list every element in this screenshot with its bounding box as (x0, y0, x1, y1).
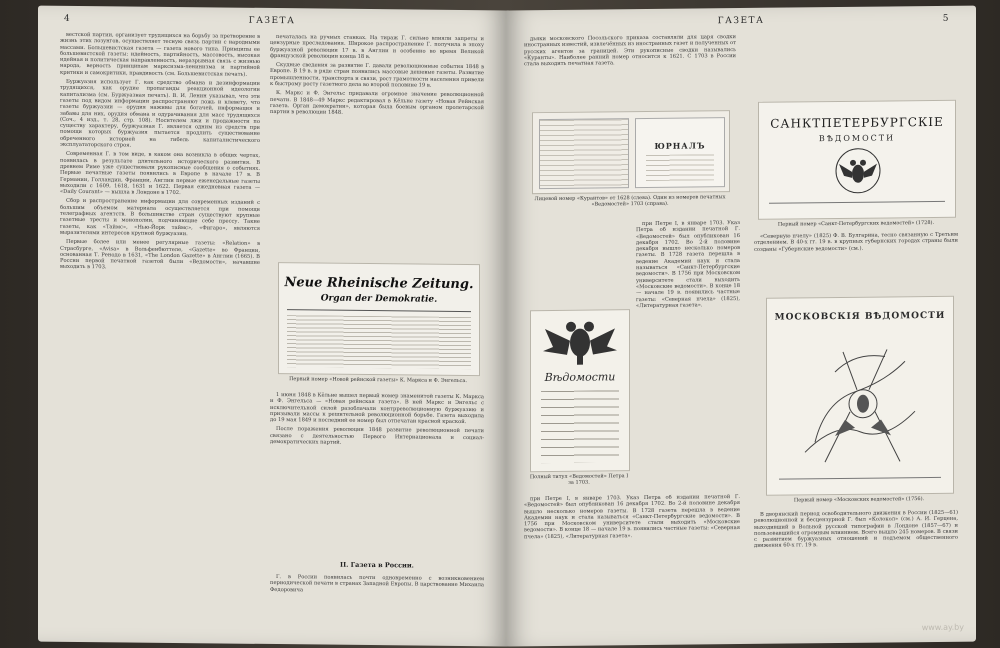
figure-text-block (541, 390, 619, 463)
figure-title: Вѣдомости (544, 370, 616, 385)
page-text-block (646, 154, 714, 181)
paragraph: Сбор и распространение информации для современных изданий с большим объемом материала осуществляется при помощи телеграфных агентств. В большинстве стран существуют крупные газетные тресты и монополии, подчиняющие себе прессу. Такие газеты, как «Таймс», «Нью-Йорк таймс», «Фигаро», являются выразителями интересов крупной буржуазии. (60, 198, 260, 238)
page-heading: ЮРНАЛЪ (654, 140, 706, 151)
allegorical-engraving-icon (795, 331, 925, 472)
divider (287, 309, 471, 312)
right-column-1-top (524, 34, 736, 108)
paragraph: «Северную пчелу» (1825) Ф. В. Булгарина, тесно связанную с Третьим отделением. В 40-х гг. 19 в. в крупных губернских городах страны были созданы «Губернские ведомости» (см.). (754, 231, 958, 253)
paragraph: Г. в России появилась почти одновременно с возникновением периодической печати в странах Западной Европы. В царствование Михаила Федоровича (270, 574, 484, 593)
right-page (506, 6, 976, 647)
paragraph: вестской партии, организует трудящихся на борьбу за претворение в жизнь этих лозунгов, осуществляет тесную связь партии с народными массами. Большевистская газета — газета нового типа. Принципы ее большевистской газеты: идейность, партийность, массовость, высокая идейная и политическая направленность, неразрывная связь с жизнью народа, верность принципам марксизма-ленинизма и партийной критики и самокритики, правдивость (см. Большевистская печать). (60, 31, 260, 78)
paragraph: Современная Г. в том виде, в каком она возникла в общих чертах, появилась в результате длительного исторического развития. В древнем Риме уже существовали рукописные сообщения о событиях. Первые печатные газеты появились в Европе в начале 17 в. В Германии, Голландии, Франции, Англии первые еженедельные газеты выходили с 1609, 1618, 1631 и 1622. Первая ежедневная газета — «Daily Courant» — вышла в Лондоне в 1702. (60, 151, 260, 197)
figure-caption: Первый номер «Московских ведомостей» (1756). (793, 496, 925, 504)
figure-caption: Полный титул «Ведомостей» Петра I за 1703. (529, 473, 629, 486)
right-column-2-bottom (754, 510, 958, 636)
figure-masthead: МОСКОВСКIЯ ВѢДОМОСТИ (774, 310, 946, 323)
right-running-title: ГАЗЕТА (717, 15, 765, 27)
moskovskie-vedomosti-figure (766, 296, 954, 496)
paragraph: Скудные сведения за развитие Г. давали революционные события 1848 в Европе. В 19 в. в ряде стран появились массовые дешевые газеты. Развитие промышленности, транспорта и связи, рост грамотности населения привели к быстрому росту газетного дела во второй половине 19 в. (270, 62, 484, 89)
paragraph: дьяки московского Посольского приказа составляли для царя сводки иностранных известий, извлечённых из иностранных газет и полученных от русских агентов за границей. Эти рукописные сводки назывались «Куранты». Наиболее ранний номер относится к 1621. С 1703 в России стала выходить печатная газета. (524, 34, 736, 68)
figure-caption: Первый номер «Санкт-Петербургских ведомостей» (1728). (777, 219, 935, 228)
figure-subtitle: ВѢДОМОСТИ (818, 133, 896, 144)
right-column-2-top (754, 232, 958, 294)
right-column-1-bottom (524, 494, 740, 636)
paragraph: 1 июня 1848 в Кёльне вышел первый номер знаменитой газеты К. Маркса и Ф. Энгельса — «Новая рейнская газета». В ней Маркс и Энгельс с исключительной силой разоблачали контрреволюционную буржуазию и призывали массы к решительной революционной борьбе. Газета выходила до 19 мая 1849 и последний ее номер был отпечатан красной краской. (270, 392, 484, 426)
figure-caption: Лицевой номер «Курантов» от 1628 (слева). Один из номеров печатных «Ведомостей» 1703 (справа). (534, 194, 726, 208)
left-column-2-middle (270, 392, 484, 554)
figure-subtitle: Organ der Demokratie. (320, 293, 438, 305)
paragraph: при Петре I, в январе 1703. Указ Петра об издании печатной Г. «Ведомостей» был опубликован 16 декабря 1702. Во 2-й половине декабря вышло несколько номеров газеты. В 1728 газета перешла в ведение Академии наук и стала называться «Санкт-Петербургские ведомости». В 1756 при Московском университете стали выходить «Московские ведомости». В конце 18 — начале 19 в. появились частные газеты: «Северная пчела» (1825), «Литературная газета». (524, 494, 740, 541)
left-column-2-bottom (270, 574, 484, 632)
figure-text-block (287, 315, 471, 369)
manuscript-page (539, 118, 629, 189)
right-column-1-middle (636, 220, 740, 491)
spb-vedomosti-figure (758, 100, 956, 220)
vedomosti-1703-figure (530, 309, 630, 472)
figure-caption: Первый номер «Новой рейнской газеты» К. Маркса и Ф. Энгельса. (289, 376, 467, 385)
right-page-number: 5 (942, 13, 950, 24)
right-running-head (506, 14, 976, 33)
divider (769, 201, 945, 204)
divider (779, 477, 941, 480)
neue-rheinische-zeitung-figure (278, 262, 480, 376)
left-column-1 (60, 32, 260, 634)
paragraph: печаталась на ручных станках. На тираж Г. сильно влияли запреты и цензурные преследования. Широкое распространение Г. получила в эпоху буржуазной революции 17 в. в Англии и особенно во время Великой французской революции конца 18 в. (270, 34, 484, 60)
paragraph: В дворянский период освободительного движения в России (1825—61) революционной и бесцензурной Г. был «Колокол» (см.) А. И. Герцена, выходивший в Вольной русской типографии в Лондоне (1857—67) и пользовавшийся огромным влиянием. Всего вышло 245 номеров. В связи с развитием буржуазных отношений и подъемом общественного движения 60-х гг. 19 в. (754, 509, 958, 550)
printed-page (635, 117, 725, 188)
left-column-2-top (270, 34, 484, 258)
left-page-number: 4 (64, 13, 72, 24)
paragraph: Первые более или менее регулярные газеты: «Relation» в Страсбурге, «Avisa» в Вольфенбюттеле, «Gazette» во Франции, основанная Т. Ренодо в 1631, «The London Gazette» в Англии (1665). В России первой печатной газетой были «Ведомости», начавшие выходить в 1703. (60, 239, 260, 271)
double-headed-eagle-icon (531, 310, 629, 371)
figure-masthead: САНКТПЕТЕРБУРГСКIЕ (770, 114, 944, 131)
kuranty-figure (532, 110, 730, 194)
left-page (38, 6, 506, 647)
section-heading: II. Газета в России. (340, 560, 414, 570)
paragraph: После поражения революции 1848 развитие революционной печати связано с деятельностью Первого Интернационала и социал-демократических партий. (270, 426, 484, 446)
paragraph: Буржуазия использует Г. как средство обмана и дезинформации трудящихся, как орудие пропаганды реакционной идеологии капитализма (см. Буржуазная печать). В. И. Ленин указывал, что эти газеты под видом информации распространяют ложь и клевету, что газеты буржуазии — орудия наживы для богачей, информация и забавы для них, орудия обмана и одурачивания для масс трудящихся (Соч., 4 изд., т. 28, стр. 108). Носителем лжи и продажности по существу характеру, буржуазная Г. является одним из средств при помощи которых буржуазия пытается продлить существование обреченного историей на гибель капиталистического эксплуататорского строя. (60, 78, 260, 149)
eagle-emblem-icon (833, 146, 883, 197)
left-running-head (38, 14, 506, 33)
paragraph: К. Маркс и Ф. Энгельс придавали огромное значение революционной печати. В 1848—49 Маркс редактировал в Кёльне газету «Новая Рейнская газета. Орган демократии», которая была боевым органом пролетарской партии в революции 1848. (270, 90, 484, 117)
paragraph: при Петре I, в январе 1703. Указ Петра об издании печатной Г. «Ведомостей» был опубликован 16 декабря 1702. Во 2-й половине декабря вышло несколько номеров газеты. В 1728 газета перешла в ведение Академии наук и стала называться «Санкт-Петербургские ведомости». В 1756 при Московском университете стали выходить «Московские ведомости». В конце 18 — начале 19 в. появились частные газеты: «Северная пчела» (1825), «Литературная газета». (636, 220, 740, 309)
figure-masthead: Neue Rheinische Zeitung. (284, 275, 474, 293)
watermark: www.ay.by (921, 622, 964, 633)
left-running-title: ГАЗЕТА (248, 15, 296, 27)
